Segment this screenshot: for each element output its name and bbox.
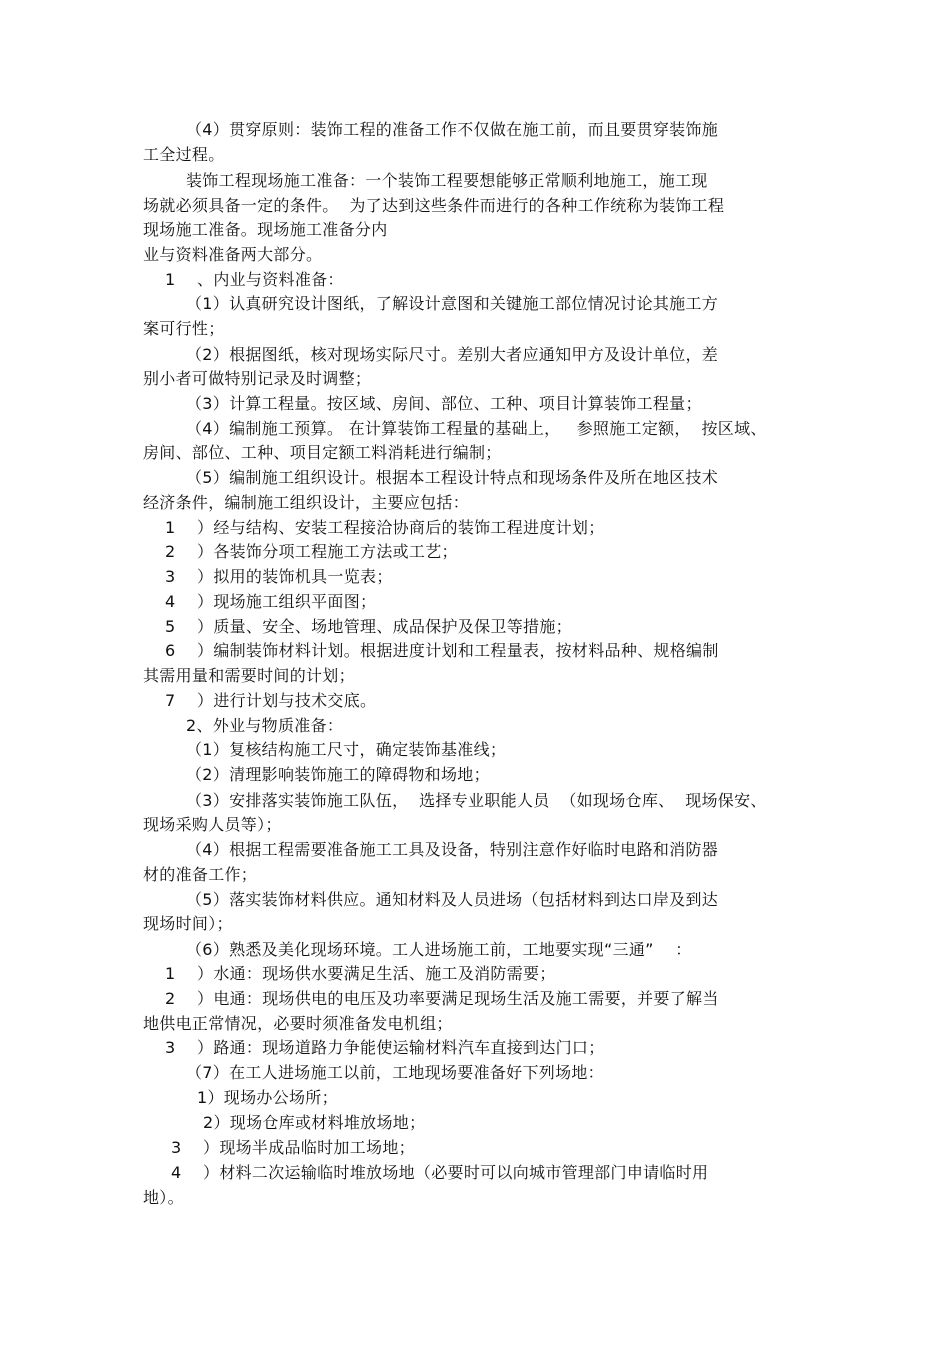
text-line: （1）复核结构施工尺寸，确定装饰基准线； bbox=[186, 740, 507, 759]
text-line: 现场施工准备。现场施工准备分内 bbox=[143, 220, 388, 239]
text-line: 6 ）编制装饰材料计划。根据进度计划和工程量表，按材料品种、规格编制 bbox=[165, 641, 719, 660]
text-line: （5）落实装饰材料供应。通知材料及人员进场（包括材料到达口岸及到达 bbox=[186, 890, 719, 909]
text-line: （3）计算工程量。按区域、房间、部位、工种、项目计算装饰工程量； bbox=[186, 394, 702, 413]
text-line: 材的准备工作； bbox=[143, 865, 258, 884]
text-line: 1 ）经与结构、安装工程接洽协商后的装饰工程进度计划； bbox=[165, 518, 605, 537]
text-line: 房间、部位、工种、项目定额工料消耗进行编制； bbox=[143, 443, 502, 462]
text-line: （5）编制施工组织设计。根据本工程设计特点和现场条件及所在地区技术 bbox=[186, 468, 719, 487]
text-line: 地）。 bbox=[143, 1188, 184, 1207]
text-line: 现场采购人员等）； bbox=[143, 815, 282, 834]
text-line: （4）贯穿原则：装饰工程的准备工作不仅做在施工前，而且要贯穿装饰施 bbox=[186, 120, 719, 139]
text-line: 3 ）现场半成品临时加工场地； bbox=[171, 1138, 415, 1157]
text-line: （1）认真研究设计图纸，了解设计意图和关键施工部位情况讨论其施工方 bbox=[186, 294, 719, 313]
text-line: （3）安排落实装饰施工队伍， 选择专业职能人员 （如现场仓库、 现场保安、 bbox=[186, 791, 767, 810]
text-line: 2 ）各装饰分项工程施工方法或工艺； bbox=[165, 542, 458, 561]
text-line: 1）现场办公场所； bbox=[197, 1088, 338, 1107]
text-line: 2）现场仓库或材料堆放场地； bbox=[203, 1113, 426, 1132]
text-line: 5 ）质量、安全、场地管理、成品保护及保卫等措施； bbox=[165, 617, 572, 636]
text-line: 2 ）电通：现场供电的电压及功率要满足现场生活及施工需要，并要了解当 bbox=[165, 989, 719, 1008]
text-line: （7）在工人进场施工以前，工地现场要准备好下列场地： bbox=[186, 1063, 604, 1082]
text-line: 1 ）水通：现场供水要满足生活、施工及消防需要； bbox=[165, 964, 556, 983]
text-line: 业与资料准备两大部分。 bbox=[143, 245, 323, 264]
text-line: 7 ）进行计划与技术交底。 bbox=[165, 691, 377, 710]
text-line: 其需用量和需要时间的计划； bbox=[143, 666, 355, 685]
text-line: 4 ）材料二次运输临时堆放场地（必要时可以向城市管理部门申请临时用 bbox=[171, 1163, 709, 1182]
text-line: （6）熟悉及美化现场环境。工人进场施工前，工地要实现“三通” ： bbox=[186, 940, 692, 959]
text-line: 4 ）现场施工组织平面图； bbox=[165, 592, 377, 611]
text-line: 工全过程。 bbox=[143, 145, 225, 164]
text-line: 场就必须具备一定的条件。 为了达到这些条件而进行的各种工作统称为装饰工程 bbox=[143, 196, 725, 215]
text-line: 1 、内业与资料准备： bbox=[165, 270, 344, 289]
text-line: 现场时间）； bbox=[143, 914, 233, 933]
text-line: （4）根据工程需要准备施工工具及设备，特别注意作好临时电路和消防器 bbox=[186, 840, 719, 859]
text-line: 地供电正常情况，必要时须准备发电机组； bbox=[143, 1014, 453, 1033]
text-line: 案可行性； bbox=[143, 319, 225, 338]
text-line: （4）编制施工预算。 在计算装饰工程量的基础上， 参照施工定额， 按区域、 bbox=[186, 419, 767, 438]
text-line: 别小者可做特别记录及时调整； bbox=[143, 369, 372, 388]
text-line: （2）根据图纸，核对现场实际尺寸。差别大者应通知甲方及设计单位，差 bbox=[186, 345, 719, 364]
text-line: 3 ）拟用的装饰机具一览表； bbox=[165, 567, 393, 586]
text-line: 2、外业与物质准备： bbox=[186, 716, 344, 735]
text-line: 经济条件，编制施工组织设计，主要应包括： bbox=[143, 493, 470, 512]
text-line: 3 ）路通：现场道路力争能使运输材料汽车直接到达门口； bbox=[165, 1038, 605, 1057]
text-line: （2）清理影响装饰施工的障碍物和场地； bbox=[186, 765, 490, 784]
text-line: 装饰工程现场施工准备：一个装饰工程要想能够正常顺利地施工，施工现 bbox=[186, 171, 708, 190]
